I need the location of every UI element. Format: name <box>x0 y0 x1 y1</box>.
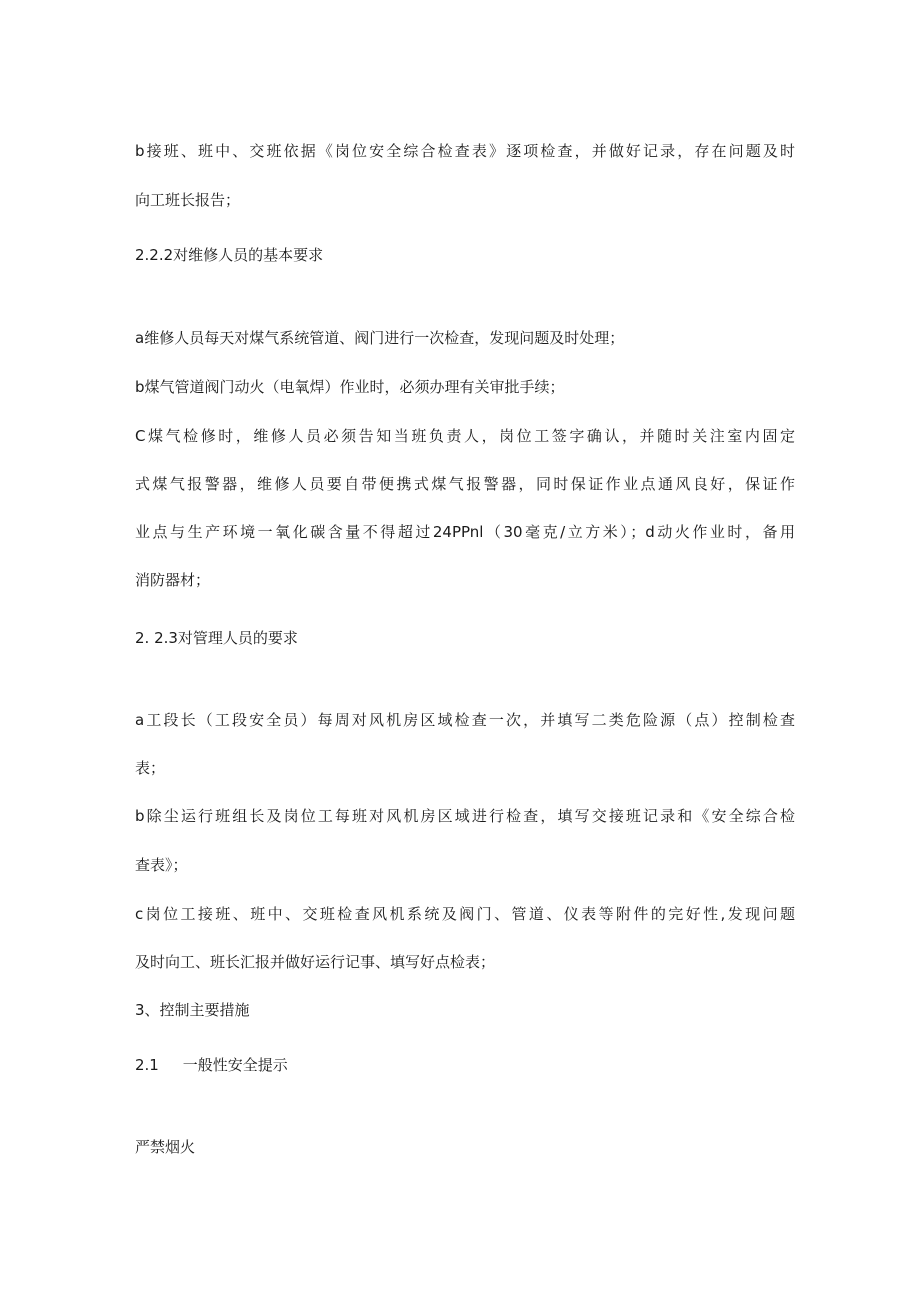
section-heading: 2.2.2对维修人员的基本要求 <box>135 246 324 264</box>
paragraph-line: c岗位工接班、班中、交班检查风机系统及阀门、管道、仪表等附件的完好性,发现问题 <box>135 905 795 923</box>
paragraph-line: 查表》； <box>135 856 188 874</box>
paragraph-line: 向工班长报告； <box>135 191 241 209</box>
section-heading: 3、控制主要措施 <box>135 1001 250 1019</box>
paragraph-line: 表； <box>135 759 166 777</box>
paragraph-line: 严禁烟火 <box>135 1138 196 1156</box>
paragraph-line: 消防器材； <box>135 571 211 589</box>
paragraph-line: 及时向工、班长汇报并做好运行记事、填写好点检表； <box>135 953 496 971</box>
section-heading: 2.1 一般性安全提示 <box>135 1056 288 1074</box>
paragraph-line: 式煤气报警器，维修人员要自带便携式煤气报警器，同时保证作业点通风良好，保证作 <box>135 475 795 493</box>
paragraph-line: b接班、班中、交班依据《岗位安全综合检查表》逐项检查，并做好记录，存在问题及时 <box>135 142 795 160</box>
paragraph-line: b煤气管道阀门动火（电氧焊）作业时，必须办理有关审批手续； <box>135 378 565 396</box>
paragraph-line: b除尘运行班组长及岗位工每班对风机房区域进行检查，填写交接班记录和《安全综合检 <box>135 807 795 825</box>
paragraph-line: a维修人员每天对煤气系统管道、阀门进行一次检查，发现问题及时处理； <box>135 329 625 347</box>
section-heading: 2. 2.3对管理人员的要求 <box>135 629 298 647</box>
paragraph-line: 业点与生产环境一氧化碳含量不得超过24PPnl（30毫克/立方米）；d动火作业时，备用 <box>135 523 795 541</box>
paragraph-line: C煤气检修时，维修人员必须告知当班负责人，岗位工签字确认，并随时关注室内固定 <box>135 427 795 445</box>
paragraph-line: a工段长（工段安全员）每周对风机房区域检查一次，并填写二类危险源（点）控制检查 <box>135 711 795 729</box>
